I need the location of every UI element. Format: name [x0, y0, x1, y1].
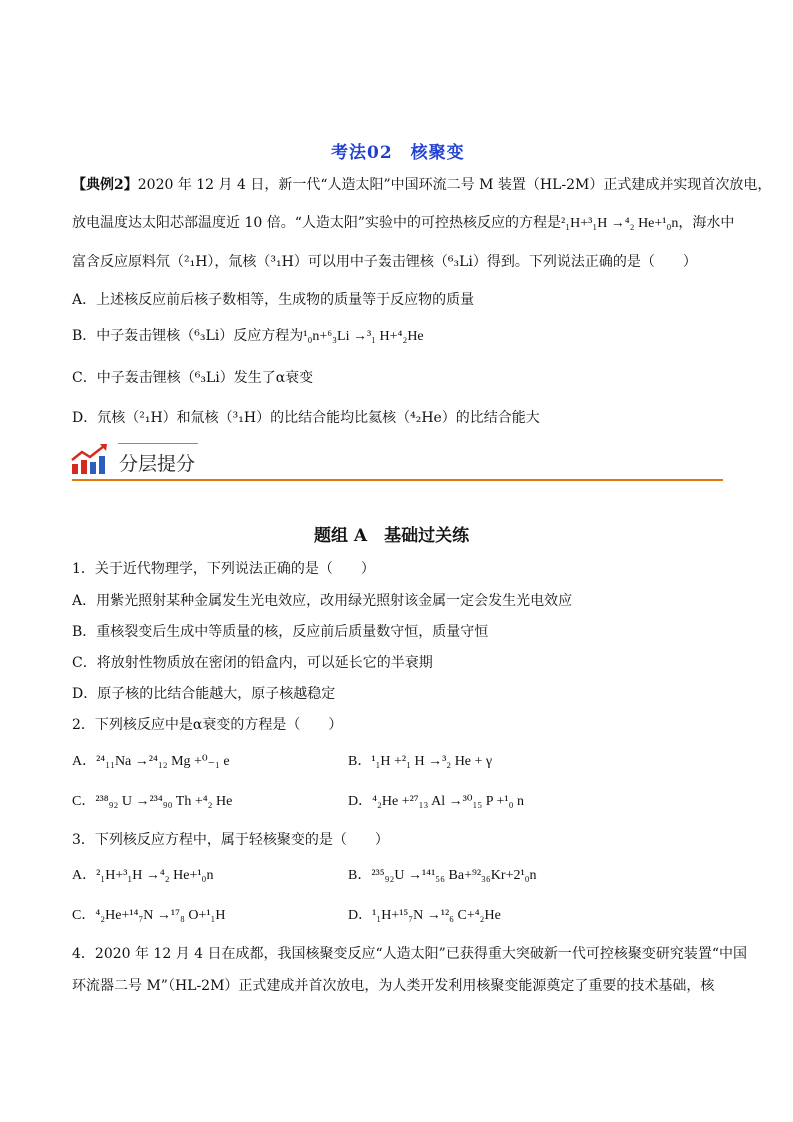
chart-arrow-icon [70, 442, 110, 476]
q3-option-c: C．⁴₂He+¹⁴₇N →¹⁷₈ O+¹₁H [72, 908, 226, 923]
q1-option-a: A．用紫光照射某种金属发生光电效应，改用绿光照射该金属一定会发生光电效应 [72, 593, 573, 609]
q1-stem: 1．关于近代物理学，下列说法正确的是（ ） [72, 561, 375, 577]
q3-option-a: A．²₁H+³₁H →⁴₂ He+¹₀n [72, 868, 214, 883]
q2-option-c: C．²³⁸₉₂ U →²³⁴₉₀ Th +⁴₂ He [72, 794, 233, 809]
example-text-2b: ，海水中 [678, 215, 735, 231]
example-option-a: A．上述核反应前后核子数相等，生成物的质量等于反应物的质量 [72, 292, 475, 308]
example-option-c: C．中子轰击锂核（⁶₃Li）发生了α衰变 [72, 370, 314, 386]
q1-option-d: D．原子核的比结合能越大，原子核越稳定 [72, 686, 336, 702]
section-title: 考法02 核聚变 [331, 143, 465, 163]
example-option-b [72, 326, 424, 347]
example-tag: 【典例2】 [72, 177, 138, 193]
q3-stem: 3．下列核反应方程中，属于轻核聚变的是（ ） [72, 832, 389, 848]
example-option-d: D．氘核（²₁H）和氚核（³₁H）的比结合能均比氦核（⁴₂He）的比结合能大 [72, 410, 540, 426]
q4-line-1: 4．2020 年 12 月 4 日在成都，我国核聚变反应“人造太阳”已获得重大突破新一代可控核聚变研究装置“中国 [72, 946, 747, 962]
banner-label: 分层提分 [119, 453, 196, 475]
q2-option-d: D．⁴₂He +²⁷₁₃ Al →³⁰₁₅ P +¹₀ n [348, 794, 524, 809]
q4-line-2: 环流器二号 M”（HL-2M）正式建成并首次放电，为人类开发利用核聚变能源奠定了重要的技术基础，核 [72, 978, 715, 994]
example-line-2 [72, 213, 734, 234]
q1-option-b: B．重核裂变后生成中等质量的核，反应前后质量数守恒，质量守恒 [72, 624, 489, 640]
lithium-equation: ¹₀n+⁶₃Li →³₁ H+⁴₂He [303, 329, 424, 344]
group-title: 题组 A 基础过关练 [314, 526, 470, 546]
q1-option-c: C．将放射性物质放在密闭的铅盒内，可以延长它的半衰期 [72, 655, 433, 671]
example-line-3: 富含反应原料氘（²₁H），氚核（³₁H）可以用中子轰击锂核（⁶₃Li）得到。下列说法正确的是（ ） [72, 254, 697, 270]
fusion-equation: ²₁H+³₁H →⁴₂ He+¹₀n [561, 216, 679, 231]
example-option-b-text: B．中子轰击锂核（⁶₃Li）反应方程为 [72, 328, 304, 344]
q3-option-d: D．¹₁H+¹⁵₇N →¹²₆ C+⁴₂He [348, 908, 501, 923]
q2-option-b: B．¹₁H +²₁ H →³₂ He + γ [348, 754, 493, 769]
example-text-1: 2020 年 12 月 4 日，新一代“人造太阳”中国环流二号 M 装置（HL-2M）正式建成并实现首次放电， [137, 177, 772, 193]
q2-stem: 2．下列核反应中是α衰变的方程是（ ） [72, 717, 343, 733]
banner-accent-line [118, 443, 198, 444]
banner-divider [72, 479, 723, 481]
q2-option-a: A．²⁴₁₁Na →²⁴₁₂ Mg +⁰₋₁ e [72, 754, 230, 769]
example-text-2a: 放电温度达太阳芯部温度近 10 倍。“人造太阳”实验中的可控热核反应的方程是 [72, 215, 562, 231]
example-line-1 [72, 175, 772, 195]
q3-option-b: B．²³⁵₉₂U →¹⁴¹₅₆ Ba+⁹²₃₆Kr+2¹₀n [348, 868, 537, 883]
